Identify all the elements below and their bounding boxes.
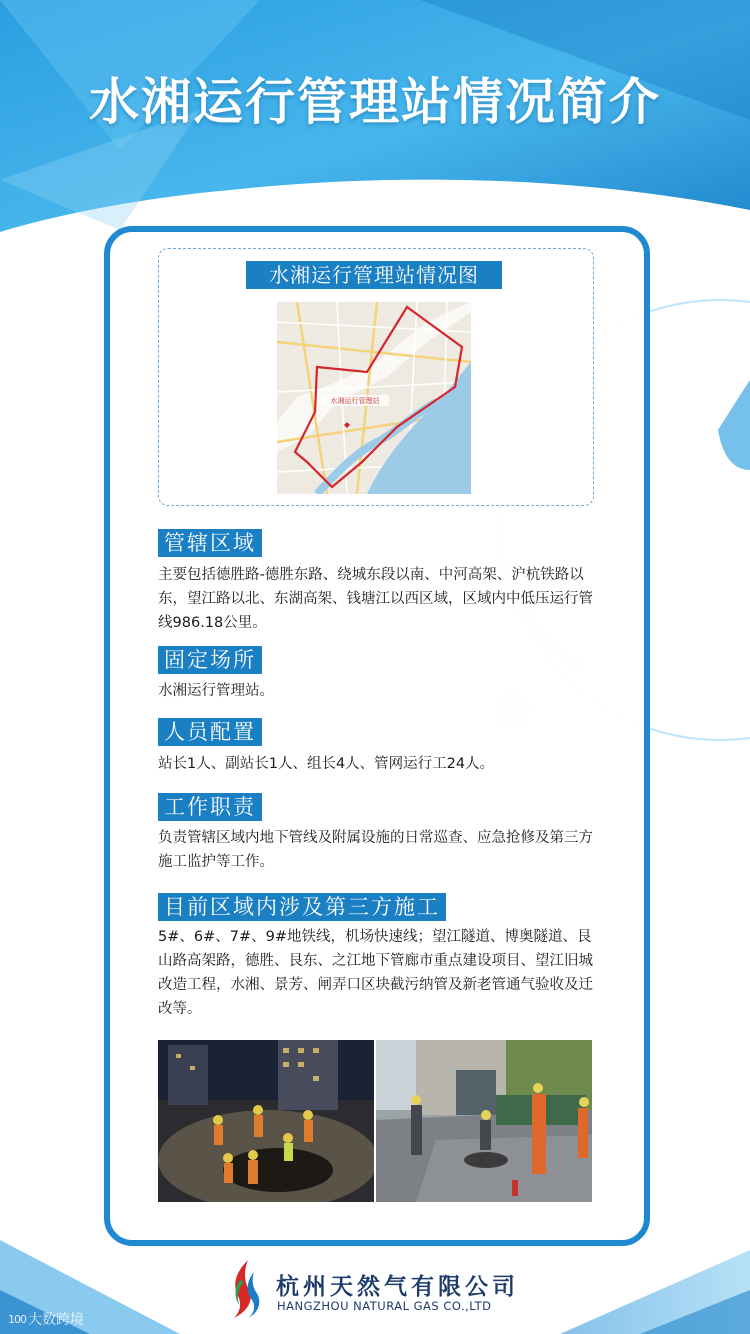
map-marker-label: 水湘运行管理站	[330, 397, 380, 405]
company-name-cn: 杭州天然气有限公司	[276, 1273, 519, 1300]
watermark-logo-icon: 100	[8, 1312, 26, 1326]
section-title-staffing: 人员配置	[158, 718, 262, 746]
section-title-jurisdiction: 管辖区域	[158, 529, 262, 557]
section-text-jurisdiction: 主要包括德胜路-德胜东路、绕城东段以南、中河高架、沪杭铁路以东，望江路以北、东湖高架、钱塘江以西区域，区域内中低压运行管线986.18公里。	[158, 567, 593, 631]
section-text-duties: 负责管辖区域内地下管线及附属设施的日常巡查、应急抢修及第三方施工监护等工作。	[158, 830, 593, 870]
area-map	[277, 302, 471, 494]
watermark	[8, 1309, 84, 1329]
street-inspection-photo	[376, 1040, 592, 1202]
night-repair-photo	[158, 1040, 374, 1202]
section-text-staffing: 站长1人、副站长1人、组长4人、管网运行工24人。	[158, 756, 495, 772]
section-text-location: 水湘运行管理站。	[158, 683, 274, 699]
watermark-text: 大数跨境	[28, 1312, 84, 1328]
company-name-en: HANGZHOU NATURAL GAS CO.,LTD	[277, 1299, 492, 1313]
section-title-duties: 工作职责	[158, 793, 262, 821]
map-caption: 水湘运行管理站情况图	[246, 261, 502, 289]
company-logo-icon	[228, 1258, 262, 1320]
section-title-location: 固定场所	[158, 646, 262, 674]
section-text-construction: 5#、6#、7#、9#地铁线，机场快速线；望江隧道、博奥隧道、艮山路高架路，德胜、艮东、之江地下管廊市重点建设项目、望江旧城改造工程，水湘、景芳、闸弄口区块截污纳管及新老管通气验收及迁改等。	[158, 929, 593, 1017]
page-title: 水湘运行管理站情况简介	[89, 73, 661, 131]
section-title-construction: 目前区域内涉及第三方施工	[158, 893, 446, 921]
